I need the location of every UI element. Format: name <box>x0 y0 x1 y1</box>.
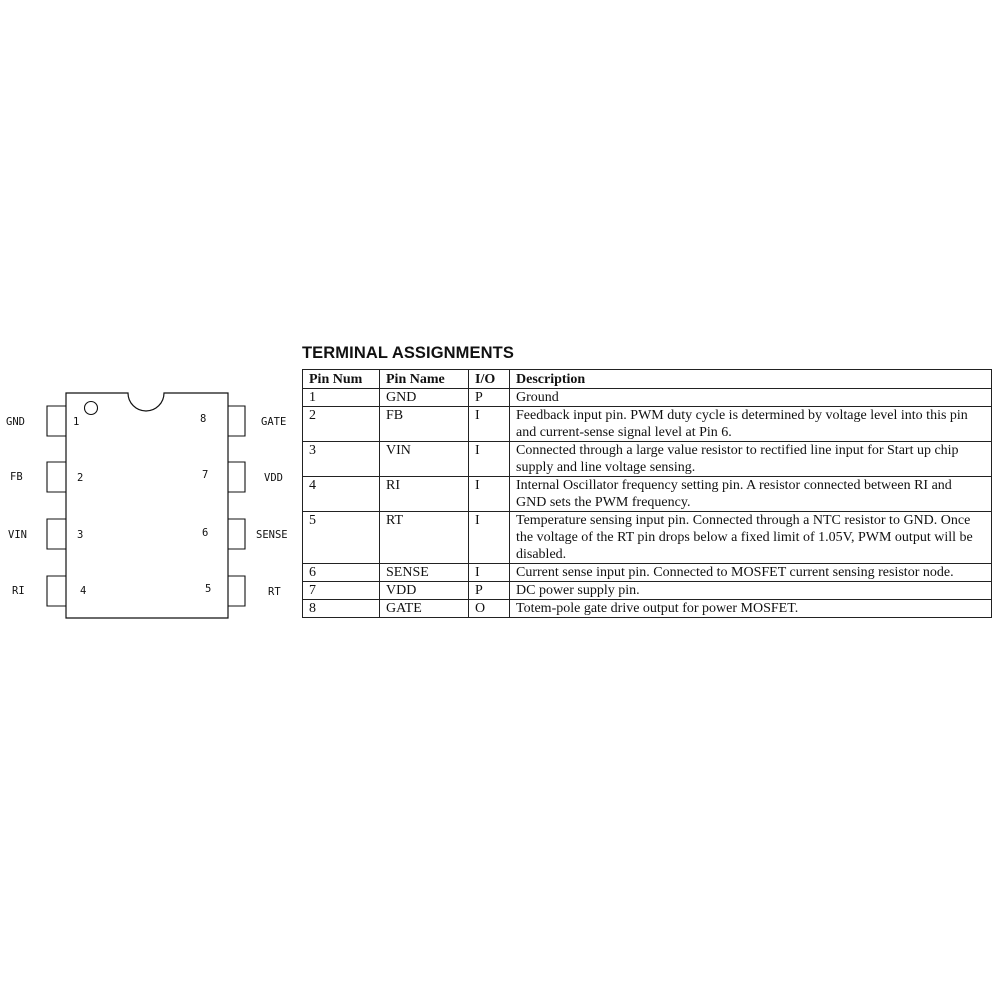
pin-number-2: 2 <box>77 472 84 484</box>
cell-io: I <box>469 407 510 442</box>
cell-pin-num: 8 <box>303 600 380 618</box>
pin-lead-8 <box>228 406 245 436</box>
pin-lead-2 <box>47 462 66 492</box>
cell-io: O <box>469 600 510 618</box>
cell-pin-name: GND <box>380 389 469 407</box>
pin-number-5: 5 <box>205 583 212 595</box>
cell-description: DC power supply pin. <box>510 582 992 600</box>
cell-pin-num: 2 <box>303 407 380 442</box>
cell-io: I <box>469 477 510 512</box>
table-row <box>303 512 992 564</box>
pin-lead-1 <box>47 406 66 436</box>
pin-number-8: 8 <box>200 413 207 425</box>
cell-pin-name: FB <box>380 407 469 442</box>
cell-pin-name: RI <box>380 477 469 512</box>
cell-pin-num: 4 <box>303 477 380 512</box>
header-pin-num: Pin Num <box>303 370 380 389</box>
cell-pin-name: GATE <box>380 600 469 618</box>
section-title: TERMINAL ASSIGNMENTS <box>302 344 514 362</box>
ic-package-body <box>66 393 228 618</box>
cell-pin-name: SENSE <box>380 564 469 582</box>
cell-description: Ground <box>510 389 992 407</box>
ic-pinout-svg <box>0 380 300 640</box>
cell-pin-num: 7 <box>303 582 380 600</box>
pin-lead-6 <box>228 519 245 549</box>
cell-pin-name: VIN <box>380 442 469 477</box>
cell-pin-num: 6 <box>303 564 380 582</box>
header-pin-name: Pin Name <box>380 370 469 389</box>
cell-io: I <box>469 564 510 582</box>
cell-pin-num: 5 <box>303 512 380 564</box>
pin-label-gate: GATE <box>261 416 287 428</box>
pin-label-ri: RI <box>12 585 25 597</box>
cell-pin-name: VDD <box>380 582 469 600</box>
cell-description: Connected through a large value resistor to rectified line input for Start up chip supply and line voltage sensing. <box>510 442 992 477</box>
pin-label-sense: SENSE <box>256 529 288 541</box>
cell-description: Current sense input pin. Connected to MOSFET current sensing resistor node. <box>510 564 992 582</box>
terminal-assignments-table <box>302 369 992 618</box>
table-row <box>303 600 992 618</box>
pin-lead-5 <box>228 576 245 606</box>
header-io: I/O <box>469 370 510 389</box>
cell-description: Feedback input pin. PWM duty cycle is determined by voltage level into this pin and current-sense signal level at Pin 6. <box>510 407 992 442</box>
pin-label-vdd: VDD <box>264 472 283 484</box>
table-row <box>303 442 992 477</box>
table-row <box>303 477 992 512</box>
pin-label-fb: FB <box>10 471 23 483</box>
pin-number-7: 7 <box>202 469 209 481</box>
table-header-row <box>303 370 992 389</box>
cell-io: I <box>469 442 510 477</box>
cell-description: Internal Oscillator frequency setting pin. A resistor connected between RI and GND sets the PWM frequency. <box>510 477 992 512</box>
pin-label-gnd: GND <box>6 416 25 428</box>
pin-number-6: 6 <box>202 527 209 539</box>
pin-number-4: 4 <box>80 585 87 597</box>
table-row <box>303 564 992 582</box>
pin-number-3: 3 <box>77 529 84 541</box>
cell-io: P <box>469 389 510 407</box>
cell-pin-name: RT <box>380 512 469 564</box>
cell-description: Temperature sensing input pin. Connected through a NTC resistor to GND. Once the voltage of the RT pin drops below a fixed limit of 1.05V, PWM output will be disabled. <box>510 512 992 564</box>
table-row <box>303 389 992 407</box>
ic-pinout-diagram <box>0 380 300 640</box>
pin-lead-3 <box>47 519 66 549</box>
pin1-indicator-dot <box>85 402 98 415</box>
table-row <box>303 407 992 442</box>
pin-lead-4 <box>47 576 66 606</box>
cell-io: I <box>469 512 510 564</box>
pin-label-vin: VIN <box>8 529 27 541</box>
header-description: Description <box>510 370 992 389</box>
cell-pin-num: 1 <box>303 389 380 407</box>
table-row <box>303 582 992 600</box>
pin-lead-7 <box>228 462 245 492</box>
cell-description: Totem-pole gate drive output for power MOSFET. <box>510 600 992 618</box>
pin-number-1: 1 <box>73 416 80 428</box>
pin-label-rt: RT <box>268 586 281 598</box>
cell-io: P <box>469 582 510 600</box>
cell-pin-num: 3 <box>303 442 380 477</box>
